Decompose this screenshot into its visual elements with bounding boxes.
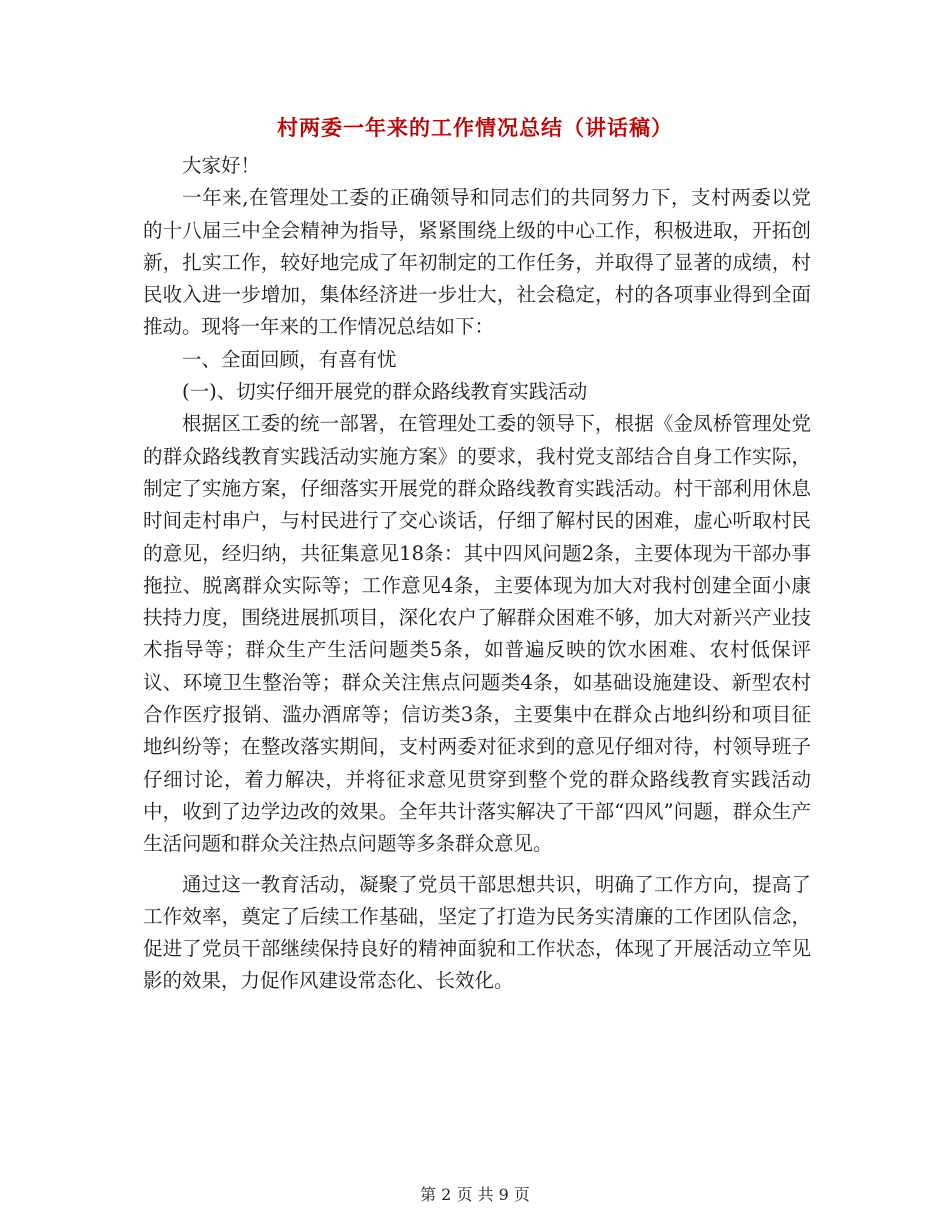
body-paragraph: 通过这一教育活动，凝聚了党员干部思想共识，明确了工作方向，提高了工作效率，奠定了后续工作基础，坚定了打造为民务实清廉的工作团队信念，促进了党员干部继续保持良好的精神面貌和工作状态，体现了开展活动立竿见影的效果，力促作风建设常态化、长效化。 — [143, 872, 811, 993]
section-heading: 一、全面回顾，有喜有忧 — [182, 347, 397, 371]
page-number: 第 2 页 共 9 页 — [420, 1185, 530, 1204]
body-paragraph: 根据区工委的统一部署，在管理处工委的领导下，根据《金凤桥管理处党的群众路线教育实践活动实施方案》的要求，我村党支部结合自身工作实际，制定了实施方案，仔细落实开展党的群众路线教育实践活动。村干部利用休息时间走村串户，与村民进行了交心谈话，仔细了解村民的困难，虚心听取村民的意见，经归纳，共征集意见18条：其中四风问题2条，主要体现为干部办事拖拉、脱离群众实际等；工作意见4条，主要体现为加大对我村创建全面小康扶持力度，围绕进展抓项目，深化农户了解群众困难不够，加大对新兴产业技术指导等；群众生产生活问题类5条，如普遍反映的饮水困难、农村低保评议、环境卫生整治等；群众关注焦点问题类4条，如基础设施建设、新型农村合作医疗报销、滥办酒席等；信访类3条，主要集中在群众占地纠纷和项目征地纠纷等；在整改落实期间，支村两委对征求到的意见仔细对待，村领导班子仔细讨论，着力解决，并将征求意见贯穿到整个党的群众路线教育实践活动中，收到了边学边改的效果。全年共计落实解决了干部“四风”问题，群众生产生活问题和群众关注热点问题等多条群众意见。 — [143, 412, 811, 856]
greeting-paragraph: 大家好！ — [182, 154, 261, 177]
document-body — [143, 150, 811, 998]
document-title: 村两委一年来的工作情况总结（讲话稿） — [277, 115, 673, 140]
subsection-heading: (一)、切实仔细开展党的群众路线教育实践活动 — [182, 380, 588, 404]
intro-paragraph: 一年来,在管理处工委的正确领导和同志们的共同努力下，支村两委以党的十八届三中全会精神为指导，紧紧围绕上级的中心工作，积极进取，开拓创新，扎实工作，较好地完成了年初制定的工作任务，并取得了显著的成绩，村民收入进一步增加，集体经济进一步壮大，社会稳定，村的各项事业得到全面推动。现将一年来的工作情况总结如下： — [143, 186, 811, 339]
